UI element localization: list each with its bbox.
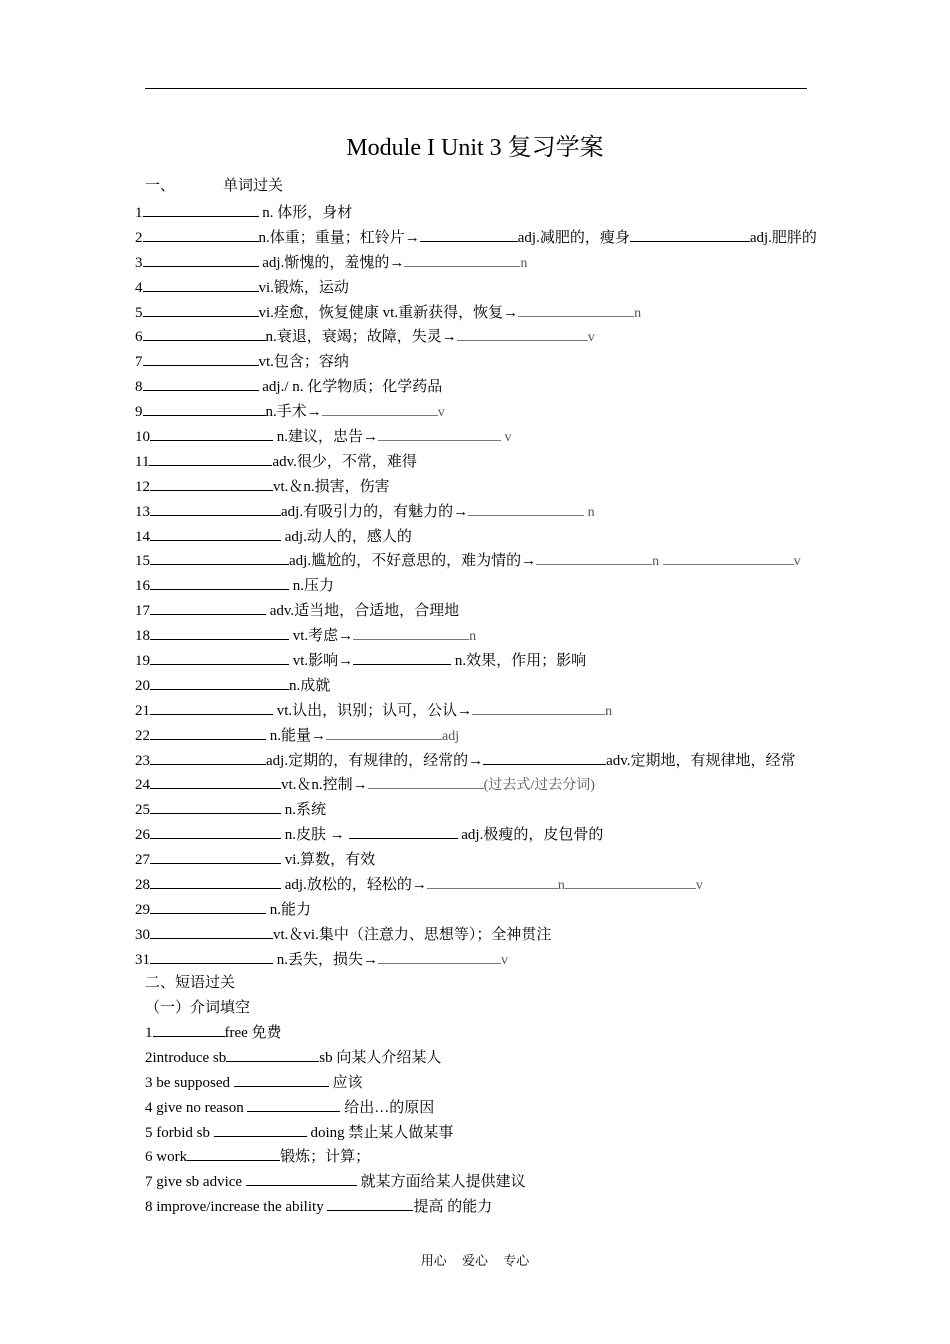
answer-blank[interactable] [420,225,518,242]
definition-text: n.皮肤 → [281,827,349,844]
part-of-speech-hint: v [793,554,801,570]
answer-blank[interactable] [326,723,442,740]
phrase-prefix: 6 work [145,1149,188,1166]
answer-blank[interactable] [150,822,281,839]
preposition-blank[interactable] [226,1045,319,1062]
answer-blank[interactable] [149,449,272,466]
vocab-item [135,673,855,698]
definition-text: vt.＆vi.集中（注意力、思想等）；全神贯注 [273,926,552,943]
answer-blank[interactable] [427,872,558,889]
item-number: 18 [135,628,150,645]
answer-blank[interactable] [472,698,605,715]
answer-blank[interactable] [150,897,266,914]
part-of-speech-hint: (过去式/过去分词) [483,778,595,794]
part-of-speech-hint: n [520,255,528,271]
page-footer: 用心 爱心 专心 [420,1253,530,1268]
answer-blank[interactable] [143,374,259,391]
phrase-item [145,1194,526,1219]
preposition-blank[interactable] [214,1120,307,1137]
vocab-item [135,225,855,250]
item-number: 24 [135,777,150,794]
vocab-item [135,822,855,847]
answer-blank[interactable] [150,748,266,765]
section-vocabulary-heading [145,175,283,197]
phrase-prefix: 4 give no reason [145,1099,248,1116]
definition-text: adv.定期地，有规律地，经常 [606,752,796,769]
item-number: 22 [135,727,150,744]
answer-blank[interactable] [150,922,273,939]
definition-text: vt.认出，识别；认可，公认→ [273,702,473,719]
item-number: 11 [135,453,150,470]
phrase-item [145,1169,526,1194]
part-of-speech-hint: n [652,554,663,570]
vocab-item [135,200,855,225]
phrase-item [145,1095,526,1120]
item-number: 13 [135,503,150,520]
vocab-item [135,374,855,399]
answer-blank[interactable] [150,474,273,491]
answer-blank[interactable] [322,399,438,416]
answer-blank[interactable] [150,698,273,715]
subsection-prepositions-heading: （一）介词填空 [145,1000,251,1016]
answer-blank[interactable] [353,648,451,665]
answer-blank[interactable] [150,623,289,640]
phrase-list [145,1020,526,1219]
vocab-item [135,449,855,474]
definition-text: vt.包含；容纳 [258,354,349,371]
definition-text: adv.很少，不常，难得 [272,453,417,470]
answer-blank[interactable] [150,499,281,516]
vocab-item [135,723,855,748]
phrase-item [145,1120,526,1145]
phrase-item [145,1020,526,1045]
vocab-item [135,947,855,972]
part-of-speech-hint: n [557,878,565,894]
definition-text: n.体重；重量；杠铃片→ [258,229,420,246]
answer-blank[interactable] [150,598,266,615]
part-of-speech-hint: v [501,952,509,968]
definition-text: adj.有吸引力的，有魅力的→ [281,503,469,520]
definition-text: vt.影响→ [289,653,354,670]
answer-blank[interactable] [378,424,501,441]
phrase-meaning: 锻炼；计算； [280,1149,371,1166]
phrase-meaning: free 免费 [224,1025,282,1041]
definition-text: n.系统 [281,802,327,819]
vocab-item [135,499,855,524]
phrase-meaning: 应该 [328,1074,363,1091]
item-number: 30 [135,926,150,943]
part-of-speech-hint: v [695,878,703,894]
answer-blank[interactable] [150,947,273,964]
vocab-item [135,250,855,275]
definition-text: n.压力 [289,578,335,595]
vocab-item [135,349,855,374]
preposition-blank[interactable] [247,1095,340,1112]
phrase-prefix: 1 [145,1025,153,1041]
definition-text: n.效果，作用；影响 [451,653,587,670]
item-number: 17 [135,603,150,620]
vocab-item [135,300,855,325]
preposition-blank[interactable] [246,1169,357,1186]
item-number: 5 [135,304,143,321]
vocab-item [135,573,855,598]
item-number: 21 [135,702,150,719]
answer-blank[interactable] [536,548,652,565]
item-number: 20 [135,677,150,694]
answer-blank[interactable] [150,524,281,541]
part-of-speech-hint: n [634,305,642,321]
vocab-item [135,772,855,797]
item-number: 1 [135,205,143,221]
answer-blank[interactable] [404,250,520,267]
item-number: 14 [135,528,150,545]
vocab-item [135,847,855,872]
item-number: 10 [135,429,150,446]
item-number: 8 [135,379,143,396]
answer-blank[interactable] [143,300,259,317]
answer-blank[interactable] [143,399,266,416]
item-number: 29 [135,901,150,918]
phrase-prefix: 3 be supposed [145,1074,234,1091]
section-label: 单词过关 [223,178,284,194]
preposition-blank[interactable] [327,1194,413,1211]
answer-blank[interactable] [143,200,259,217]
section-phrases-heading: 二、短语过关 [145,975,236,991]
definition-text: vt.考虑→ [289,628,354,645]
item-number: 6 [135,329,143,346]
vocab-item [135,648,855,673]
definition-text: n.建议，忠告→ [273,429,379,446]
answer-blank[interactable] [349,822,458,839]
item-number: 26 [135,827,150,844]
phrase-item [145,1144,526,1169]
item-number: 7 [135,354,143,371]
definition-text: adv.适当地，合适地，合理地 [266,603,460,620]
answer-blank[interactable] [353,623,469,640]
answer-blank[interactable] [150,723,266,740]
item-number: 16 [135,578,150,595]
item-number: 12 [135,478,150,495]
item-number: 15 [135,553,150,570]
vocab-item [135,897,855,922]
phrase-meaning: 给出…的原因 [340,1099,435,1116]
vocab-item [135,275,855,300]
definition-text: adj.尴尬的，不好意思的，难为情的→ [289,553,537,570]
item-number: 23 [135,752,150,769]
definition-text: n.手术→ [265,404,322,421]
item-number: 31 [135,951,150,968]
preposition-blank[interactable] [187,1144,280,1161]
definition-text: adj.动人的，感人的 [281,528,412,545]
part-of-speech-hint: v [437,405,445,421]
phrase-item [145,1045,526,1070]
phrase-prefix: 8 improve/increase the ability [145,1199,328,1216]
definition-text: n.能量→ [266,727,327,744]
answer-blank[interactable] [150,573,289,590]
definition-text: adj.放松的，轻松的→ [281,877,427,894]
definition-text: adj.定期的，有规律的，经常的→ [266,752,484,769]
part-of-speech-hint: v [501,430,512,446]
answer-blank[interactable] [518,300,634,317]
item-number: 3 [135,254,143,271]
vocab-item [135,524,855,549]
answer-blank[interactable] [663,548,794,565]
part-of-speech-hint: n [605,703,613,719]
answer-blank[interactable] [630,225,750,242]
answer-blank[interactable] [368,772,484,789]
item-number: 28 [135,877,150,894]
answer-blank[interactable] [565,872,696,889]
answer-blank[interactable] [150,673,289,690]
phrase-meaning: 就某方面给某人提供建议 [356,1174,526,1191]
answer-blank[interactable] [150,872,281,889]
vocab-item [135,748,855,773]
vocab-item [135,698,855,723]
phrase-prefix: 5 forbid sb [145,1124,214,1141]
definition-text: adj.肥胖的 [749,229,817,246]
vocab-item [135,598,855,623]
definition-text: n.丢失，损失→ [273,951,379,968]
definition-text: vi.算数，有效 [281,852,376,869]
vocab-item [135,399,855,424]
part-of-speech-hint: v [587,330,595,346]
preposition-blank[interactable] [234,1070,329,1087]
definition-text: vt.＆n.损害，伤害 [273,478,390,495]
item-number: 25 [135,802,150,819]
definition-text: n.衰退，衰竭；故障，失灵→ [265,329,457,346]
part-of-speech-hint: n [469,629,477,645]
phrase-meaning: doing 禁止某人做某事 [306,1124,454,1141]
vocab-item [135,922,855,947]
answer-blank[interactable] [150,772,281,789]
item-number: 19 [135,653,150,670]
vocabulary-list [135,200,855,972]
vocab-item [135,424,855,449]
answer-blank[interactable] [150,548,289,565]
answer-blank[interactable] [150,847,281,864]
item-number: 4 [135,279,143,296]
phrase-prefix: 2introduce sb [145,1049,227,1066]
definition-text: adj.减肥的，瘦身 [517,229,630,246]
phrase-meaning: 提高 的能力 [413,1199,493,1216]
part-of-speech-hint: adj [442,728,460,744]
phrase-prefix: 7 give sb advice [145,1174,246,1191]
answer-blank[interactable] [143,225,259,242]
definition-text: vi.痊愈，恢复健康 vt.重新获得，恢复→ [258,304,519,321]
answer-blank[interactable] [150,797,281,814]
answer-blank[interactable] [483,748,606,765]
definition-text: vt.＆n.控制→ [281,777,368,794]
answer-blank[interactable] [150,648,289,665]
section-number: 一、 [145,178,176,194]
definition-text: n.成就 [289,677,331,694]
answer-blank[interactable] [143,349,259,366]
item-number: 9 [135,404,143,421]
answer-blank[interactable] [457,324,588,341]
answer-blank[interactable] [378,947,501,964]
definition-text: vi.锻炼，运动 [258,279,349,296]
answer-blank[interactable] [143,275,259,292]
vocab-item [135,872,855,897]
definition-text: adj./ n. 化学物质；化学药品 [258,379,443,396]
vocab-item [135,797,855,822]
answer-blank[interactable] [468,499,584,516]
phrase-meaning: sb 向某人介绍某人 [319,1049,442,1066]
answer-blank[interactable] [143,250,259,267]
answer-blank[interactable] [143,324,266,341]
item-number: 27 [135,852,150,869]
definition-text: adj.惭愧的，羞愧的→ [258,254,405,271]
vocab-item [135,474,855,499]
definition-text: n. 体形，身材 [258,205,353,221]
part-of-speech-hint: n [584,504,595,520]
phrase-item [145,1070,526,1095]
definition-text: n.能力 [266,901,312,918]
item-number: 2 [135,229,143,246]
header-rule [145,88,807,89]
preposition-blank[interactable] [153,1020,225,1037]
vocab-item [135,324,855,349]
answer-blank[interactable] [150,424,273,441]
definition-text: adj.极瘦的，皮包骨的 [457,827,604,844]
vocab-item [135,548,855,573]
vocab-item [135,623,855,648]
page-title: Module I Unit 3 复习学案 [346,135,604,161]
